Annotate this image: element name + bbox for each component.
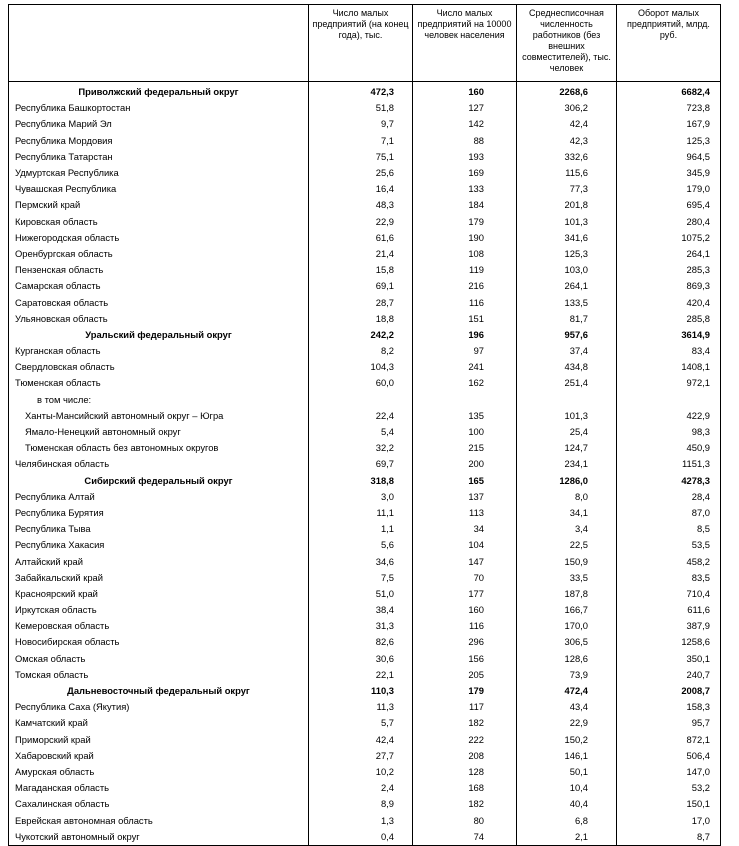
per-10000-cell: 216 xyxy=(413,278,517,294)
turnover-cell: 1075,2 xyxy=(617,230,721,246)
turnover-cell: 53,2 xyxy=(617,780,721,796)
header-enterprise-count: Число малых предприятий (на конец года), тыс. xyxy=(309,5,413,82)
per-10000-cell: 34 xyxy=(413,521,517,537)
workers-cell: 150,2 xyxy=(517,732,617,748)
enterprise-count-cell: 60,0 xyxy=(309,375,413,391)
per-10000-cell: 184 xyxy=(413,197,517,213)
region-name-cell: Новосибирская область xyxy=(9,634,309,650)
header-region xyxy=(9,5,309,82)
workers-cell: 40,4 xyxy=(517,796,617,812)
per-10000-cell: 147 xyxy=(413,553,517,569)
region-name-cell: Уральский федеральный округ xyxy=(9,327,309,343)
per-10000-cell: 104 xyxy=(413,537,517,553)
turnover-cell: 240,7 xyxy=(617,667,721,683)
turnover-cell: 1258,6 xyxy=(617,634,721,650)
region-name-cell: Ульяновская область xyxy=(9,311,309,327)
table-row xyxy=(9,214,721,230)
per-10000-cell: 133 xyxy=(413,181,517,197)
enterprise-count-cell: 32,2 xyxy=(309,440,413,456)
table-body xyxy=(9,82,721,846)
enterprise-count-cell: 30,6 xyxy=(309,651,413,667)
per-10000-cell: 241 xyxy=(413,359,517,375)
enterprise-count-cell: 1,3 xyxy=(309,812,413,828)
per-10000-cell: 179 xyxy=(413,214,517,230)
table-row xyxy=(9,537,721,553)
region-name-cell: Приволжский федеральный округ xyxy=(9,82,309,101)
enterprise-count-cell: 7,5 xyxy=(309,570,413,586)
table-row xyxy=(9,100,721,116)
per-10000-cell: 127 xyxy=(413,100,517,116)
workers-cell: 2268,6 xyxy=(517,82,617,101)
header-workers: Среднесписочная численность работников (без внешних совместителей), тыс. человек xyxy=(517,5,617,82)
turnover-cell: 611,6 xyxy=(617,602,721,618)
region-name-cell: Республика Алтай xyxy=(9,489,309,505)
turnover-cell: 450,9 xyxy=(617,440,721,456)
region-name-cell: Челябинская область xyxy=(9,456,309,472)
table-row xyxy=(9,780,721,796)
turnover-cell: 869,3 xyxy=(617,278,721,294)
workers-cell: 125,3 xyxy=(517,246,617,262)
workers-cell: 6,8 xyxy=(517,812,617,828)
enterprise-count-cell: 28,7 xyxy=(309,294,413,310)
turnover-cell: 1408,1 xyxy=(617,359,721,375)
workers-cell: 10,4 xyxy=(517,780,617,796)
per-10000-cell: 179 xyxy=(413,683,517,699)
table-row xyxy=(9,197,721,213)
workers-cell: 3,4 xyxy=(517,521,617,537)
district-row xyxy=(9,82,721,101)
turnover-cell: 387,9 xyxy=(617,618,721,634)
turnover-cell: 872,1 xyxy=(617,732,721,748)
workers-cell: 146,1 xyxy=(517,748,617,764)
table-row xyxy=(9,618,721,634)
enterprise-count-cell: 16,4 xyxy=(309,181,413,197)
table-row xyxy=(9,440,721,456)
per-10000-cell: 193 xyxy=(413,149,517,165)
workers-cell: 306,2 xyxy=(517,100,617,116)
enterprise-count-cell: 5,6 xyxy=(309,537,413,553)
turnover-cell: 723,8 xyxy=(617,100,721,116)
table-row xyxy=(9,634,721,650)
workers-cell: 34,1 xyxy=(517,505,617,521)
region-name-cell: Омская область xyxy=(9,651,309,667)
per-10000-cell: 74 xyxy=(413,829,517,846)
workers-cell: 150,9 xyxy=(517,553,617,569)
region-name-cell: Оренбургская область xyxy=(9,246,309,262)
workers-cell: 81,7 xyxy=(517,311,617,327)
workers-cell: 77,3 xyxy=(517,181,617,197)
table-row xyxy=(9,651,721,667)
table-row xyxy=(9,667,721,683)
turnover-cell: 285,3 xyxy=(617,262,721,278)
enterprise-count-cell: 11,3 xyxy=(309,699,413,715)
per-10000-cell: 70 xyxy=(413,570,517,586)
enterprise-count-cell: 2,4 xyxy=(309,780,413,796)
table-row xyxy=(9,715,721,731)
per-10000-cell: 88 xyxy=(413,133,517,149)
enterprise-count-cell: 1,1 xyxy=(309,521,413,537)
table-row xyxy=(9,456,721,472)
enterprise-count-cell: 10,2 xyxy=(309,764,413,780)
turnover-cell: 345,9 xyxy=(617,165,721,181)
workers-cell: 22,9 xyxy=(517,715,617,731)
region-name-cell: Сахалинская область xyxy=(9,796,309,812)
per-10000-cell: 160 xyxy=(413,82,517,101)
turnover-cell xyxy=(617,392,721,408)
region-name-cell: Республика Татарстан xyxy=(9,149,309,165)
table-row xyxy=(9,732,721,748)
enterprise-count-cell: 34,6 xyxy=(309,553,413,569)
per-10000-cell: 113 xyxy=(413,505,517,521)
per-10000-cell: 177 xyxy=(413,586,517,602)
header-turnover: Оборот малых предприятий, млрд. руб. xyxy=(617,5,721,82)
per-10000-cell: 162 xyxy=(413,375,517,391)
turnover-cell: 125,3 xyxy=(617,133,721,149)
workers-cell: 332,6 xyxy=(517,149,617,165)
workers-cell: 957,6 xyxy=(517,327,617,343)
workers-cell: 22,5 xyxy=(517,537,617,553)
region-name-cell: Сибирский федеральный округ xyxy=(9,473,309,489)
enterprise-count-cell: 21,4 xyxy=(309,246,413,262)
table-row xyxy=(9,278,721,294)
workers-cell: 101,3 xyxy=(517,214,617,230)
enterprise-count-cell: 318,8 xyxy=(309,473,413,489)
table-row xyxy=(9,294,721,310)
per-10000-cell: 190 xyxy=(413,230,517,246)
region-name-cell: Республика Саха (Якутия) xyxy=(9,699,309,715)
turnover-cell: 6682,4 xyxy=(617,82,721,101)
turnover-cell: 147,0 xyxy=(617,764,721,780)
statistics-table xyxy=(8,4,721,846)
region-name-cell: Камчатский край xyxy=(9,715,309,731)
workers-cell: 25,4 xyxy=(517,424,617,440)
turnover-cell: 422,9 xyxy=(617,408,721,424)
enterprise-count-cell: 69,1 xyxy=(309,278,413,294)
table-row xyxy=(9,570,721,586)
region-name-cell: Самарская область xyxy=(9,278,309,294)
region-name-cell: Кемеровская область xyxy=(9,618,309,634)
workers-cell: 341,6 xyxy=(517,230,617,246)
turnover-cell: 83,5 xyxy=(617,570,721,586)
table-row xyxy=(9,602,721,618)
enterprise-count-cell: 42,4 xyxy=(309,732,413,748)
district-row xyxy=(9,327,721,343)
table-row xyxy=(9,359,721,375)
workers-cell: 42,3 xyxy=(517,133,617,149)
per-10000-cell: 135 xyxy=(413,408,517,424)
per-10000-cell: 160 xyxy=(413,602,517,618)
per-10000-cell: 169 xyxy=(413,165,517,181)
per-10000-cell: 156 xyxy=(413,651,517,667)
region-name-cell: Республика Башкортостан xyxy=(9,100,309,116)
enterprise-count-cell: 110,3 xyxy=(309,683,413,699)
enterprise-count-cell: 75,1 xyxy=(309,149,413,165)
per-10000-cell: 205 xyxy=(413,667,517,683)
region-name-cell: Удмуртская Республика xyxy=(9,165,309,181)
region-name-cell: Ханты-Мансийский автономный округ – Югра xyxy=(9,408,309,424)
enterprise-count-cell: 8,9 xyxy=(309,796,413,812)
turnover-cell: 17,0 xyxy=(617,812,721,828)
region-name-cell: Пензенская область xyxy=(9,262,309,278)
table-row xyxy=(9,829,721,846)
per-10000-cell: 116 xyxy=(413,294,517,310)
workers-cell: 187,8 xyxy=(517,586,617,602)
per-10000-cell: 182 xyxy=(413,796,517,812)
table-row xyxy=(9,133,721,149)
turnover-cell: 420,4 xyxy=(617,294,721,310)
workers-cell: 472,4 xyxy=(517,683,617,699)
table-row xyxy=(9,489,721,505)
per-10000-cell: 200 xyxy=(413,456,517,472)
table-row xyxy=(9,375,721,391)
workers-cell: 33,5 xyxy=(517,570,617,586)
region-name-cell: Нижегородская область xyxy=(9,230,309,246)
turnover-cell: 158,3 xyxy=(617,699,721,715)
table-header-row xyxy=(9,5,721,82)
workers-cell: 50,1 xyxy=(517,764,617,780)
turnover-cell: 3614,9 xyxy=(617,327,721,343)
turnover-cell: 285,8 xyxy=(617,311,721,327)
enterprise-count-cell: 51,0 xyxy=(309,586,413,602)
region-name-cell: Забайкальский край xyxy=(9,570,309,586)
region-name-cell: Курганская область xyxy=(9,343,309,359)
header-per-10000: Число малых предприятий на 10000 человек населения xyxy=(413,5,517,82)
enterprise-count-cell xyxy=(309,392,413,408)
region-name-cell: Приморский край xyxy=(9,732,309,748)
region-name-cell: Пермский край xyxy=(9,197,309,213)
enterprise-count-cell: 472,3 xyxy=(309,82,413,101)
turnover-cell: 972,1 xyxy=(617,375,721,391)
region-name-cell: Магаданская область xyxy=(9,780,309,796)
table-row xyxy=(9,149,721,165)
enterprise-count-cell: 48,3 xyxy=(309,197,413,213)
per-10000-cell: 108 xyxy=(413,246,517,262)
turnover-cell: 1151,3 xyxy=(617,456,721,472)
region-name-cell: Республика Марий Эл xyxy=(9,116,309,132)
workers-cell: 2,1 xyxy=(517,829,617,846)
turnover-cell: 179,0 xyxy=(617,181,721,197)
per-10000-cell: 296 xyxy=(413,634,517,650)
table-row xyxy=(9,553,721,569)
per-10000-cell: 97 xyxy=(413,343,517,359)
workers-cell xyxy=(517,392,617,408)
region-name-cell: Иркутская область xyxy=(9,602,309,618)
district-row xyxy=(9,683,721,699)
workers-cell: 43,4 xyxy=(517,699,617,715)
per-10000-cell: 137 xyxy=(413,489,517,505)
enterprise-count-cell: 18,8 xyxy=(309,311,413,327)
workers-cell: 264,1 xyxy=(517,278,617,294)
enterprise-count-cell: 22,4 xyxy=(309,408,413,424)
turnover-cell: 2008,7 xyxy=(617,683,721,699)
workers-cell: 42,4 xyxy=(517,116,617,132)
per-10000-cell: 119 xyxy=(413,262,517,278)
enterprise-count-cell: 7,1 xyxy=(309,133,413,149)
note-row xyxy=(9,392,721,408)
region-name-cell: Дальневосточный федеральный округ xyxy=(9,683,309,699)
turnover-cell: 506,4 xyxy=(617,748,721,764)
enterprise-count-cell: 15,8 xyxy=(309,262,413,278)
region-name-cell: Республика Тыва xyxy=(9,521,309,537)
workers-cell: 128,6 xyxy=(517,651,617,667)
enterprise-count-cell: 11,1 xyxy=(309,505,413,521)
workers-cell: 73,9 xyxy=(517,667,617,683)
workers-cell: 8,0 xyxy=(517,489,617,505)
enterprise-count-cell: 5,4 xyxy=(309,424,413,440)
turnover-cell: 264,1 xyxy=(617,246,721,262)
table-row xyxy=(9,262,721,278)
table-row xyxy=(9,699,721,715)
table-row xyxy=(9,796,721,812)
workers-cell: 201,8 xyxy=(517,197,617,213)
table-row xyxy=(9,343,721,359)
table-row xyxy=(9,505,721,521)
enterprise-count-cell: 69,7 xyxy=(309,456,413,472)
region-name-cell: Тюменская область xyxy=(9,375,309,391)
region-name-cell: Саратовская область xyxy=(9,294,309,310)
turnover-cell: 87,0 xyxy=(617,505,721,521)
table-row xyxy=(9,165,721,181)
table-row xyxy=(9,230,721,246)
workers-cell: 37,4 xyxy=(517,343,617,359)
region-name-cell: Республика Мордовия xyxy=(9,133,309,149)
district-row xyxy=(9,473,721,489)
turnover-cell: 4278,3 xyxy=(617,473,721,489)
per-10000-cell: 168 xyxy=(413,780,517,796)
turnover-cell: 95,7 xyxy=(617,715,721,731)
enterprise-count-cell: 5,7 xyxy=(309,715,413,731)
turnover-cell: 98,3 xyxy=(617,424,721,440)
region-name-cell: Тюменская область без автономных округов xyxy=(9,440,309,456)
workers-cell: 306,5 xyxy=(517,634,617,650)
enterprise-count-cell: 61,6 xyxy=(309,230,413,246)
workers-cell: 115,6 xyxy=(517,165,617,181)
table-row xyxy=(9,586,721,602)
enterprise-count-cell: 9,7 xyxy=(309,116,413,132)
turnover-cell: 710,4 xyxy=(617,586,721,602)
turnover-cell: 150,1 xyxy=(617,796,721,812)
turnover-cell: 28,4 xyxy=(617,489,721,505)
turnover-cell: 964,5 xyxy=(617,149,721,165)
turnover-cell: 8,5 xyxy=(617,521,721,537)
enterprise-count-cell: 22,9 xyxy=(309,214,413,230)
table-row xyxy=(9,311,721,327)
turnover-cell: 280,4 xyxy=(617,214,721,230)
region-name-cell: Республика Бурятия xyxy=(9,505,309,521)
region-name-cell: Амурская область xyxy=(9,764,309,780)
table-row xyxy=(9,116,721,132)
region-name-cell: Ямало-Ненецкий автономный округ xyxy=(9,424,309,440)
enterprise-count-cell: 3,0 xyxy=(309,489,413,505)
region-name-cell: Красноярский край xyxy=(9,586,309,602)
per-10000-cell: 196 xyxy=(413,327,517,343)
table-row xyxy=(9,748,721,764)
enterprise-count-cell: 82,6 xyxy=(309,634,413,650)
enterprise-count-cell: 242,2 xyxy=(309,327,413,343)
table-row xyxy=(9,764,721,780)
workers-cell: 251,4 xyxy=(517,375,617,391)
region-name-cell: Кировская область xyxy=(9,214,309,230)
turnover-cell: 83,4 xyxy=(617,343,721,359)
per-10000-cell: 165 xyxy=(413,473,517,489)
per-10000-cell: 151 xyxy=(413,311,517,327)
enterprise-count-cell: 38,4 xyxy=(309,602,413,618)
workers-cell: 1286,0 xyxy=(517,473,617,489)
table-row xyxy=(9,408,721,424)
region-name-cell: в том числе: xyxy=(9,392,309,408)
turnover-cell: 53,5 xyxy=(617,537,721,553)
workers-cell: 234,1 xyxy=(517,456,617,472)
enterprise-count-cell: 22,1 xyxy=(309,667,413,683)
turnover-cell: 167,9 xyxy=(617,116,721,132)
workers-cell: 166,7 xyxy=(517,602,617,618)
per-10000-cell: 100 xyxy=(413,424,517,440)
table-row xyxy=(9,812,721,828)
workers-cell: 124,7 xyxy=(517,440,617,456)
region-name-cell: Свердловская область xyxy=(9,359,309,375)
workers-cell: 133,5 xyxy=(517,294,617,310)
turnover-cell: 8,7 xyxy=(617,829,721,846)
per-10000-cell: 128 xyxy=(413,764,517,780)
region-name-cell: Чувашская Республика xyxy=(9,181,309,197)
per-10000-cell: 222 xyxy=(413,732,517,748)
workers-cell: 101,3 xyxy=(517,408,617,424)
enterprise-count-cell: 27,7 xyxy=(309,748,413,764)
per-10000-cell: 215 xyxy=(413,440,517,456)
table-row xyxy=(9,424,721,440)
region-name-cell: Республика Хакасия xyxy=(9,537,309,553)
turnover-cell: 695,4 xyxy=(617,197,721,213)
region-name-cell: Хабаровский край xyxy=(9,748,309,764)
workers-cell: 434,8 xyxy=(517,359,617,375)
workers-cell: 103,0 xyxy=(517,262,617,278)
per-10000-cell xyxy=(413,392,517,408)
enterprise-count-cell: 25,6 xyxy=(309,165,413,181)
per-10000-cell: 80 xyxy=(413,812,517,828)
enterprise-count-cell: 51,8 xyxy=(309,100,413,116)
turnover-cell: 350,1 xyxy=(617,651,721,667)
region-name-cell: Еврейская автономная область xyxy=(9,812,309,828)
table-row xyxy=(9,181,721,197)
enterprise-count-cell: 104,3 xyxy=(309,359,413,375)
enterprise-count-cell: 0,4 xyxy=(309,829,413,846)
per-10000-cell: 142 xyxy=(413,116,517,132)
workers-cell: 170,0 xyxy=(517,618,617,634)
turnover-cell: 458,2 xyxy=(617,553,721,569)
per-10000-cell: 117 xyxy=(413,699,517,715)
table-row xyxy=(9,246,721,262)
region-name-cell: Чукотский автономный округ xyxy=(9,829,309,846)
region-name-cell: Алтайский край xyxy=(9,553,309,569)
per-10000-cell: 182 xyxy=(413,715,517,731)
enterprise-count-cell: 31,3 xyxy=(309,618,413,634)
table-row xyxy=(9,521,721,537)
per-10000-cell: 116 xyxy=(413,618,517,634)
per-10000-cell: 208 xyxy=(413,748,517,764)
enterprise-count-cell: 8,2 xyxy=(309,343,413,359)
region-name-cell: Томская область xyxy=(9,667,309,683)
